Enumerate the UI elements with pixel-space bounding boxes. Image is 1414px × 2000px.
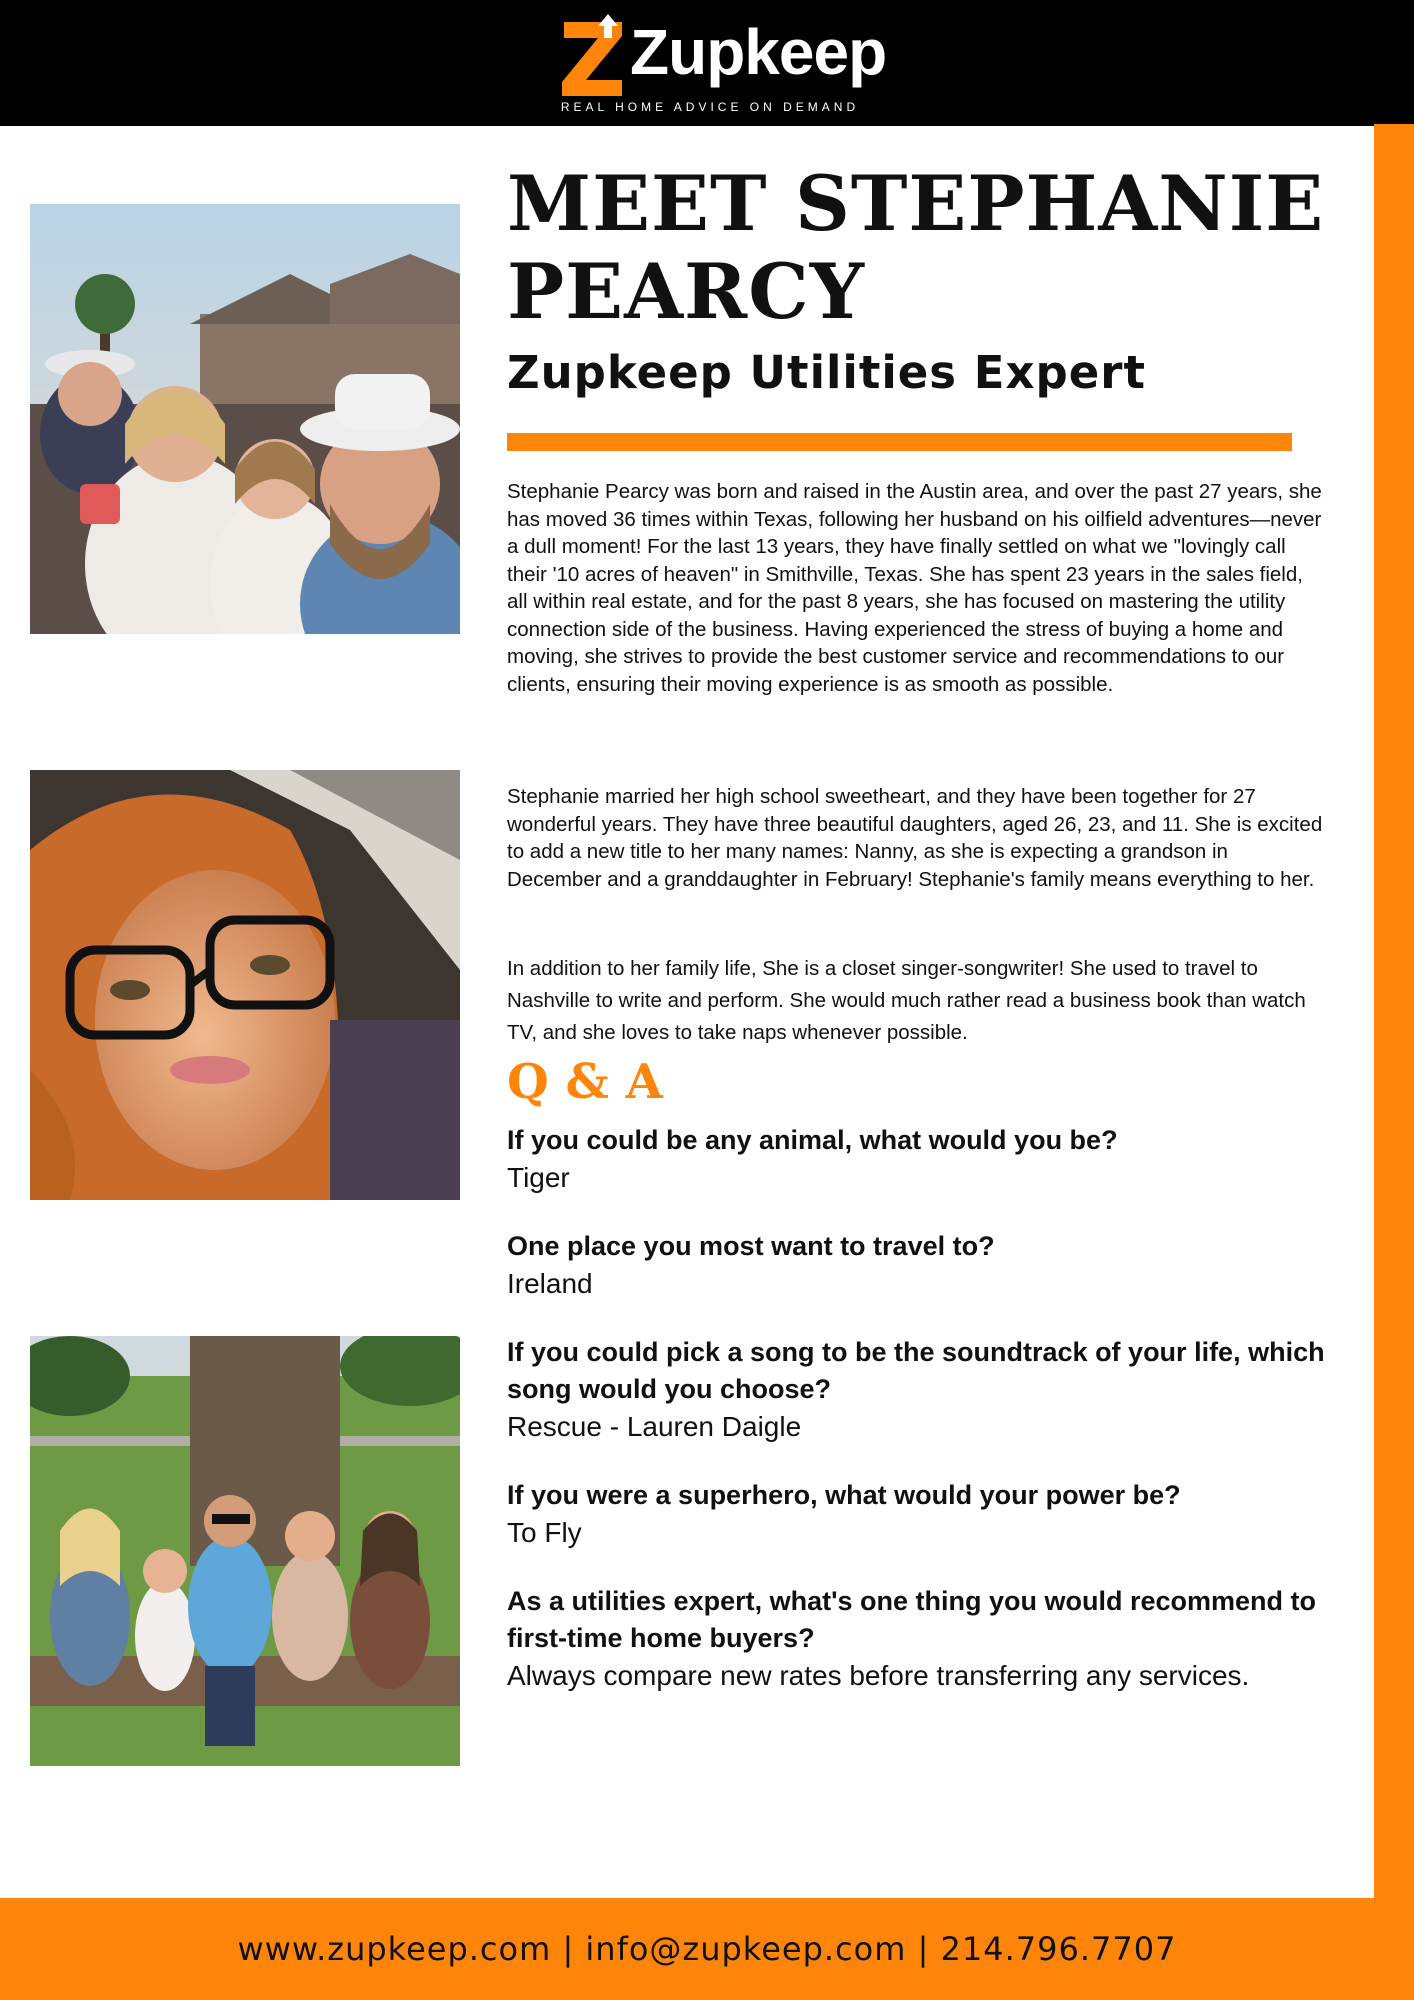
qa-question: If you could be any animal, what would you be? [507, 1125, 1118, 1155]
qa-item [507, 1334, 1347, 1445]
qa-question: If you could pick a song to be the soundtrack of your life, which song would you choose? [507, 1337, 1325, 1404]
qa-answer: To Fly [507, 1517, 582, 1548]
qa-list [507, 1122, 1347, 1726]
bio-paragraph: In addition to her family life, She is a closet singer-songwriter! She used to travel to Nashville to write and perform. She would much rather read a business book than watch TV, and she loves to take naps whenever possible. [507, 957, 1306, 1044]
qa-item [507, 1477, 1347, 1551]
page-title: MEET STEPHANIE PEARCY [507, 159, 1325, 336]
group-selfie-photo [30, 204, 460, 634]
qa-item [507, 1228, 1347, 1302]
qa-answer: Rescue - Lauren Daigle [507, 1411, 802, 1442]
logo-tagline: REAL HOME ADVICE ON DEMAND [560, 100, 860, 114]
qa-item [507, 1583, 1347, 1694]
qa-heading: Q & A [507, 1054, 663, 1110]
bio-paragraph: Stephanie Pearcy was born and raised in the Austin area, and over the past 27 years, she has moved 36 times within Texas, following her husband on his oilfield adventures—never a dull moment! For the last 13 years, they have finally settled on what we "lovingly call their '10 acres of heaven" in Smithville, Texas. She has spent 23 years in the sales field, all within real estate, and for the past 8 years, she has focused on mastering the utility connection side of the business. Having experienced the stress of buying a home and moving, she strives to provide the best customer service and recommendations to our clients, ensuring their moving experience is as smooth as possible. [507, 480, 1322, 696]
qa-answer: Ireland [507, 1268, 593, 1299]
qa-question: One place you most want to travel to? [507, 1231, 995, 1261]
orange-side-bar [1374, 124, 1414, 1900]
footer-contact: www.zupkeep.com | info@zupkeep.com | 214.796.7707 [237, 1930, 1177, 1968]
qa-item [507, 1122, 1347, 1196]
logo-wordmark: Zupkeep [630, 16, 887, 88]
bio-paragraph: Stephanie married her high school sweetheart, and they have been together for 27 wonderful years. They have three beautiful daughters, aged 26, 23, and 11. She is excited to add a new title to her many names: Nanny, as she is expecting a grandson in December and a granddaughter in February! Stephanie's family means everything to her. [507, 785, 1323, 891]
qa-question: As a utilities expert, what's one thing you would recommend to first-time home buyers? [507, 1586, 1317, 1653]
stephanie-selfie-photo [30, 770, 460, 1200]
qa-question: If you were a superhero, what would your power be? [507, 1480, 1181, 1510]
qa-answer: Tiger [507, 1162, 570, 1193]
family-photo [30, 1336, 460, 1766]
orange-divider [507, 433, 1292, 451]
zupkeep-logo [560, 10, 887, 120]
page-footer [0, 1898, 1414, 2000]
page-subtitle: Zupkeep Utilities Expert [507, 346, 1146, 399]
page-header [0, 0, 1414, 126]
logo-z-mark [560, 14, 626, 100]
qa-answer: Always compare new rates before transferring any services. [507, 1660, 1250, 1691]
